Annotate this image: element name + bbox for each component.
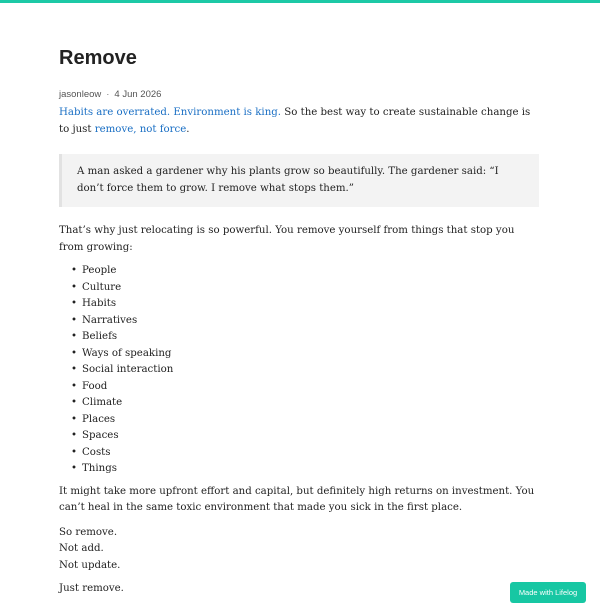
environment-link[interactable]: Environment is king.	[173, 107, 282, 118]
list-item: • Social interaction	[71, 364, 174, 375]
not-update-line: Not update.	[59, 559, 121, 571]
list-item: • Spaces	[71, 430, 119, 441]
list-item: • Costs	[71, 446, 111, 458]
list-item: • People	[71, 265, 117, 276]
author-link[interactable]: jasonleow	[59, 89, 102, 100]
quote-text: A man asked a gardener why his plants grow so beautifully. The gardener said: “I don’t force them to grow. I remove what stops them.”	[77, 166, 499, 194]
top-accent-bar	[0, 0, 600, 3]
list-item: • Food	[71, 380, 108, 392]
gardener-quote	[59, 154, 539, 207]
just-remove-paragraph: Just remove.	[59, 583, 124, 594]
meta-separator: ·	[106, 89, 110, 100]
list-item: • Places	[71, 413, 116, 425]
intro-paragraph	[59, 105, 539, 138]
so-remove-paragraph	[59, 525, 539, 575]
remove-list	[59, 263, 539, 478]
list-item: • Climate	[71, 397, 123, 408]
post-meta	[59, 88, 539, 102]
list-item: • Narratives	[71, 314, 138, 326]
list-item: • Beliefs	[71, 331, 118, 342]
investment-paragraph: It might take more upfront effort and capital, but definitely high returns on investment. You can’t heal in the same toxic environment that made you sick in the first place.	[59, 485, 535, 513]
so-remove-line: So remove.	[59, 526, 118, 538]
list-item: • Culture	[71, 281, 122, 293]
relocating-paragraph: That’s why just relocating is so powerful. You remove yourself from things that stop you from growing:	[59, 225, 515, 253]
habits-link[interactable]: Habits are overrated.	[59, 107, 171, 118]
post-date: 4 Jun 2026	[114, 89, 162, 100]
made-with-lifelog-button[interactable]: Made with Lifelog	[510, 582, 586, 603]
remove-not-force-link[interactable]: remove, not force	[94, 123, 187, 135]
not-add-line: Not add.	[59, 543, 104, 554]
intro-text: So the best way to create sustainable change is to just	[59, 107, 531, 135]
post-title: Remove	[59, 47, 137, 69]
list-item: • Things	[71, 463, 117, 474]
list-item: • Habits	[71, 298, 117, 309]
list-item: • Ways of speaking	[71, 347, 172, 359]
intro-end: .	[186, 123, 190, 135]
post-article	[59, 44, 539, 598]
